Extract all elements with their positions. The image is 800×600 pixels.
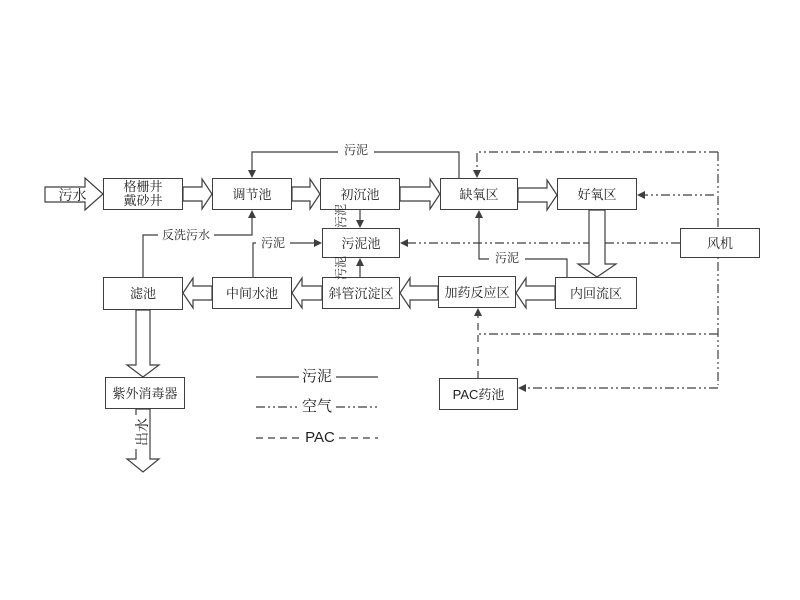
label-effluent: 出水 bbox=[135, 415, 149, 449]
block-arrow-intermediate-to-filter bbox=[183, 278, 212, 308]
arrowhead-into-sludgetank-right bbox=[400, 239, 408, 247]
block-arrow-primary-to-anoxic bbox=[400, 179, 440, 209]
label-influent: 污水 bbox=[58, 187, 87, 203]
box-aerobic-zone bbox=[557, 178, 637, 210]
box-label: 中间水池 bbox=[225, 285, 278, 301]
block-arrow-inclined-to-intermediate bbox=[292, 278, 322, 308]
label-sludge-anoxic-to-regulating: 污泥 bbox=[338, 143, 374, 157]
block-arrow-reflux-to-dosing bbox=[516, 278, 555, 308]
label-sludge-reflux: 污泥 bbox=[489, 251, 525, 265]
box-filter-tank bbox=[103, 277, 183, 310]
arrowhead-into-regulating-bottom bbox=[248, 210, 256, 218]
box-label: PAC药池 bbox=[452, 386, 505, 402]
arrowhead-into-sludgetank-bottom bbox=[356, 258, 364, 266]
arrowhead-into-dosing-bottom bbox=[474, 308, 482, 316]
box-label: 风机 bbox=[706, 235, 733, 251]
line-backwash-filter-to-regulating bbox=[143, 217, 252, 277]
box-label: 滤池 bbox=[129, 286, 156, 301]
box-internal-reflux-zone bbox=[555, 277, 637, 309]
block-arrow-grate-to-regulating bbox=[183, 179, 212, 209]
box-regulating-tank bbox=[212, 178, 292, 210]
box-label: 格栅井 bbox=[123, 179, 163, 194]
legend-label-pac: PAC bbox=[305, 429, 335, 446]
arrowhead-into-sludgetank-left bbox=[314, 239, 322, 247]
box-label: 戴砂井 bbox=[123, 193, 163, 208]
label-sludge-intermediate: 污泥 bbox=[256, 236, 290, 250]
box-label: 污泥池 bbox=[341, 235, 381, 251]
box-anoxic-zone bbox=[440, 178, 518, 210]
legend-label-air: 空气 bbox=[301, 398, 332, 415]
box-grate-and-sand-well bbox=[103, 178, 183, 210]
arrowhead-into-regulating-top bbox=[248, 170, 256, 178]
block-arrow-dosing-to-inclined bbox=[400, 278, 438, 308]
line-reflux-to-anoxic bbox=[479, 218, 567, 277]
label-sludge-primary-vertical: 污泥 bbox=[334, 204, 348, 229]
arrowhead-into-aerobic-right bbox=[637, 191, 645, 199]
box-label: 内回流区 bbox=[569, 285, 622, 301]
block-arrow-regulating-to-primary bbox=[292, 179, 320, 209]
airline-to-anoxic bbox=[477, 152, 718, 170]
box-label: 紫外消毒器 bbox=[112, 385, 178, 401]
box-uv-disinfector bbox=[105, 377, 185, 409]
arrowhead-into-anoxic-top bbox=[473, 170, 481, 178]
box-label: 加药反应区 bbox=[444, 284, 510, 300]
box-label: 调节池 bbox=[232, 186, 272, 202]
arrowhead-into-pactank-right bbox=[518, 384, 526, 392]
box-primary-sedimentation-tank bbox=[320, 178, 400, 210]
box-label: 好氧区 bbox=[577, 186, 617, 202]
box-label: 斜管沉淀区 bbox=[328, 285, 394, 301]
arrowhead-into-anoxic-bottom bbox=[475, 210, 483, 218]
label-backwash-water: 反洗污水 bbox=[158, 228, 214, 242]
arrowhead-into-sludgetank-top bbox=[356, 220, 364, 228]
box-label: 初沉池 bbox=[340, 186, 380, 202]
box-intermediate-tank bbox=[212, 277, 292, 309]
pac-arrowheads bbox=[474, 308, 482, 316]
box-blower bbox=[680, 228, 760, 258]
legend-label-sludge: 污泥 bbox=[301, 368, 332, 385]
block-arrow-anoxic-to-aerobic bbox=[518, 180, 557, 210]
block-arrows bbox=[45, 178, 616, 472]
label-sludge-inclined-vertical: 污泥 bbox=[334, 256, 348, 281]
box-label: 缺氧区 bbox=[459, 186, 499, 202]
box-dosing-reaction-zone bbox=[438, 276, 516, 308]
box-pac-chemical-tank bbox=[439, 378, 518, 410]
block-arrow-filter-to-uv bbox=[127, 310, 159, 377]
